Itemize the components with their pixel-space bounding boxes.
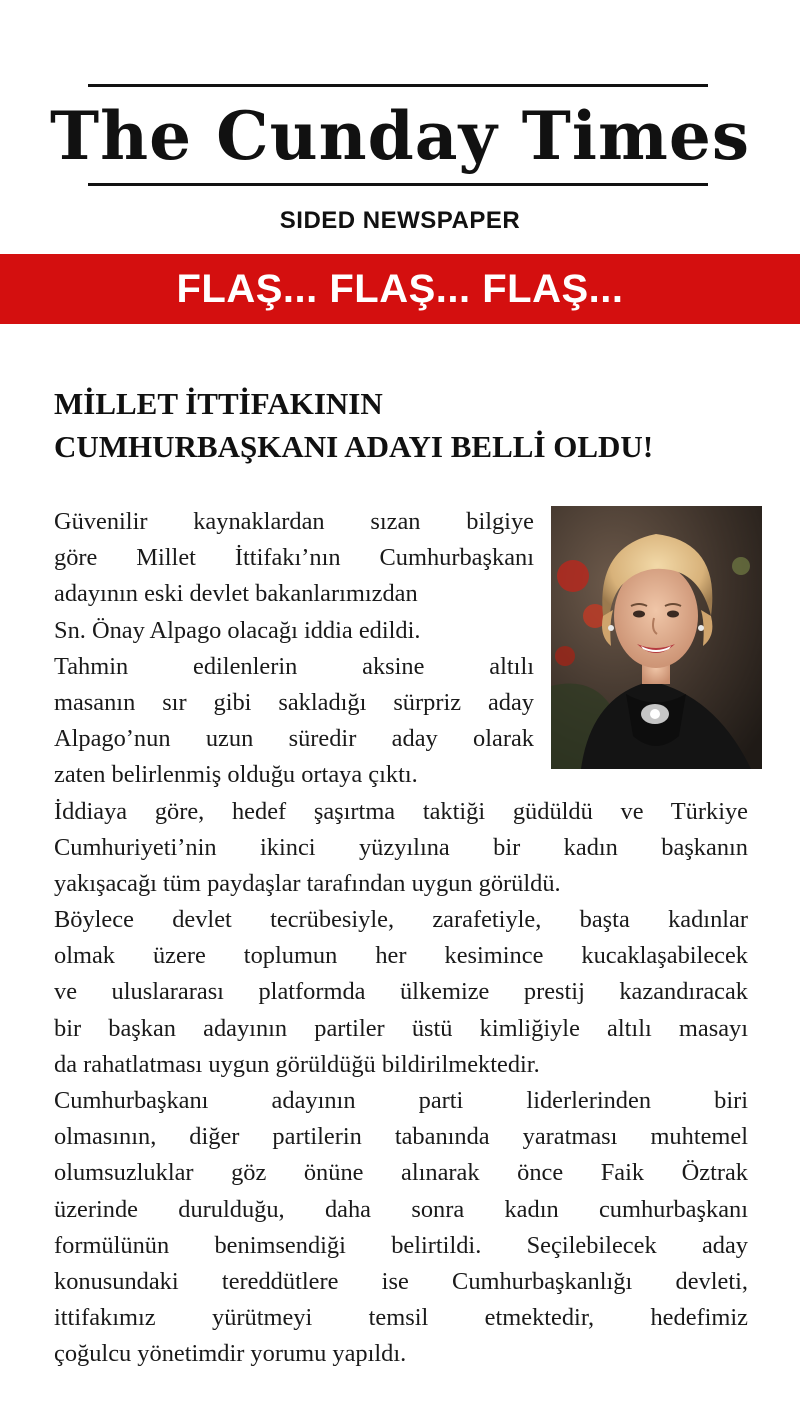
article-line: Cumhuriyeti’nin ikinci yüzyılına bir kadın başkanın — [54, 833, 748, 861]
article-line: adayının eski devlet bakanlarımızdan — [54, 580, 418, 608]
flash-banner — [0, 254, 800, 324]
masthead-top-rule — [88, 84, 708, 87]
article-line: olmak üzere toplumun her kesimince kucaklaşabilecek — [54, 942, 748, 970]
article-line: yakışacağı tüm paydaşlar tarafından uygun görüldü. — [54, 869, 561, 897]
article-line: Güvenilir kaynaklardan sızan bilgiye — [54, 508, 534, 535]
flash-banner-text: FLAŞ... FLAŞ... FLAŞ... — [176, 266, 624, 311]
article-line: bir başkan adayının partiler üstü kimliğiyle altılı masayı — [54, 1014, 748, 1042]
article-line: çoğulcu yönetimdir yorumu yapıldı. — [54, 1340, 407, 1368]
newspaper-title: The Cunday Times — [50, 97, 750, 175]
article-line: formülünün benimsendiği belirtildi. Seçilebilecek aday — [54, 1231, 748, 1259]
article-body — [54, 504, 748, 1373]
article-line: Tahmin edilenlerin aksine altılı — [54, 652, 534, 680]
article-line: konusundaki tereddütlere ise Cumhurbaşkanlığı devleti, — [54, 1267, 748, 1295]
article-line: da rahatlatması uygun görüldüğü bildirilmektedir. — [54, 1050, 540, 1078]
article-headline — [54, 382, 754, 468]
headline-line-1: MİLLET İTTİFAKININ — [54, 386, 383, 421]
article-line: göre Millet İttifakı’nın Cumhurbaşkanı — [54, 544, 534, 572]
article-line: Cumhurbaşkanı adayının parti liderlerinden biri — [54, 1087, 748, 1114]
headline-line-2: CUMHURBAŞKANI ADAYI BELLİ OLDU! — [54, 429, 654, 464]
masthead-bottom-rule — [88, 183, 708, 186]
article-line: üzerinde durulduğu, daha sonra kadın cumhurbaşkanı — [54, 1195, 748, 1223]
article-line: Alpago’nun uzun süredir aday olarak — [54, 725, 534, 753]
article-line: zaten belirlenmiş olduğu ortaya çıktı. — [54, 761, 418, 789]
newspaper-subtitle: SIDED NEWSPAPER — [279, 207, 521, 234]
article-line: Böylece devlet tecrübesiyle, zarafetiyle, başta kadınlar — [54, 906, 748, 934]
article-line: olumsuzluklar göz önüne alınarak önce Faik Öztrak — [54, 1159, 748, 1187]
article-line: ve uluslararası platformda ülkemize prestij kazandıracak — [54, 978, 748, 1006]
article-line: masanın sır gibi sakladığı sürpriz aday — [54, 688, 534, 716]
article-line: Sn. Önay Alpago olacağı iddia edildi. — [54, 616, 421, 644]
article-line: olmasının, diğer partilerin tabanında yaratması muhtemel — [54, 1123, 748, 1151]
article-line: ittifakımız yürütmeyi temsil etmektedir, hedefimiz — [54, 1304, 748, 1332]
article-line: İddiaya göre, hedef şaşırtma taktiği güdüldü ve Türkiye — [54, 797, 748, 825]
